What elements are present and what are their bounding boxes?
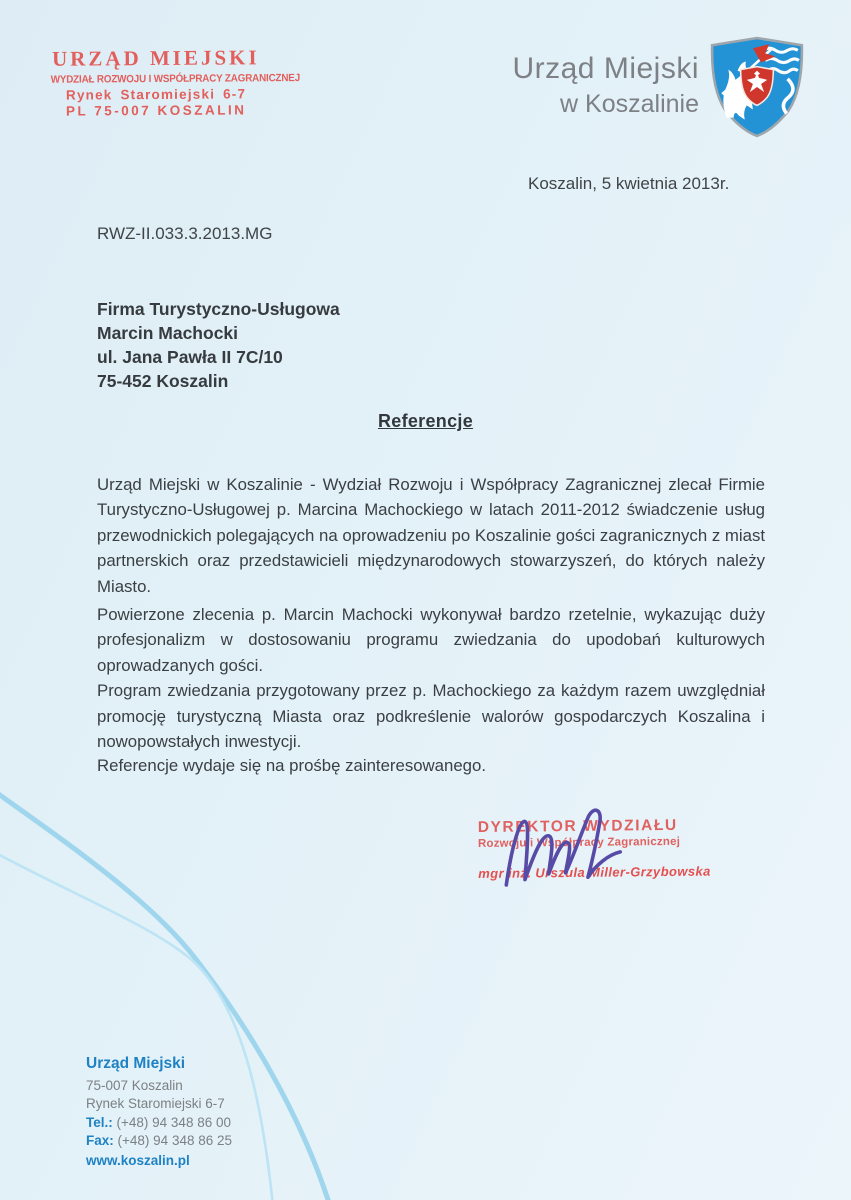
footer-fax-line — [86, 1132, 232, 1151]
addressee-block — [97, 297, 340, 393]
footer-postal-city: 75-007 Koszalin — [86, 1077, 183, 1093]
closing-text: Referencje wydaje się na prośbę zainteresowanego. — [97, 756, 487, 775]
letter-date: Koszalin, 5 kwietnia 2013r. — [528, 174, 730, 193]
paragraph-2-text: Powierzone zlecenia p. Marcin Machocki wykonywał bardzo rzetelnie, wykazując duży profesjonalizm w dostosowaniu programu zwiedzania do upodobań kulturowych oprowadzanych gości. — [97, 605, 765, 675]
letterhead — [512, 52, 699, 119]
footer-org-name: Urząd Miejski — [86, 1055, 186, 1072]
office-stamp — [44, 45, 301, 119]
paragraph-1-text: Urząd Miejski w Koszalinie - Wydział Rozwoju i Współpracy Zagranicznej zlecał Firmie Turystyczno-Usługowej p. Marcina Machockiego w latach 2011-2012 świadczenie usług przewodnickich polegających na oprowadzeniu po Koszalinie gości zagranicznych z miast partnerskich oraz przedstawicieli międzynarodowych stowarzyszeń, do których należy Miasto. — [97, 475, 765, 596]
signature-stamp-department: Rozwoju i Współpracy Zagranicznej — [477, 835, 681, 850]
footer-website: www.koszalin.pl — [86, 1152, 190, 1168]
addressee-company: Firma Turystyczno-Usługowa — [97, 299, 340, 319]
signature-stamp-title: DYREKTOR WYDZIAŁU — [477, 816, 678, 836]
letterhead-city: w Koszalinie — [560, 90, 699, 118]
closing-line — [97, 753, 765, 778]
footer-fax-number: (+48) 94 348 86 25 — [117, 1133, 232, 1148]
stamp-org-name: URZĄD MIEJSKI — [51, 45, 260, 71]
reference-number: RWZ-II.033.3.2013.MG — [97, 224, 273, 243]
stamp-postal-city: PL 75-007 KOSZALIN — [65, 102, 247, 119]
stamp-department: WYDZIAŁ ROZWOJU I WSPÓŁPRACY ZAGRANICZNEJ — [50, 71, 301, 86]
letter-title-row — [0, 411, 851, 432]
signature-stamp — [477, 816, 711, 881]
footer-tel-label: Tel.: — [86, 1114, 113, 1130]
addressee-postal-city: 75-452 Koszalin — [97, 371, 229, 391]
signature-stamp-name: mgr inż. Urszula Miller-Grzybowska — [478, 863, 711, 881]
koszalin-coat-of-arms-icon — [706, 36, 808, 138]
stamp-street: Rynek Staromiejski 6-7 — [65, 86, 247, 103]
paragraph-1 — [97, 472, 765, 599]
paragraph-3-text: Program zwiedzania przygotowany przez p. Machockiego za każdym razem uwzględniał promocję turystyczną Miasta oraz podkreślenie walorów gospodarczych Koszalina i nowopowstałych inwestycji. — [97, 681, 765, 752]
addressee-street: ul. Jana Pawła II 7C/10 — [97, 347, 283, 367]
addressee-person: Marcin Machocki — [97, 323, 239, 343]
paragraph-2-3 — [97, 602, 765, 754]
footer-fax-label: Fax: — [86, 1133, 114, 1148]
footer-tel-line — [86, 1114, 232, 1133]
footer-street: Rynek Staromiejski 6-7 — [86, 1096, 225, 1111]
letterhead-org-name: Urząd Miejski — [512, 52, 699, 85]
footer-tel-number: (+48) 94 348 86 00 — [116, 1114, 231, 1130]
footer-contact — [86, 1055, 232, 1170]
letter-title: Referencje — [377, 411, 474, 431]
